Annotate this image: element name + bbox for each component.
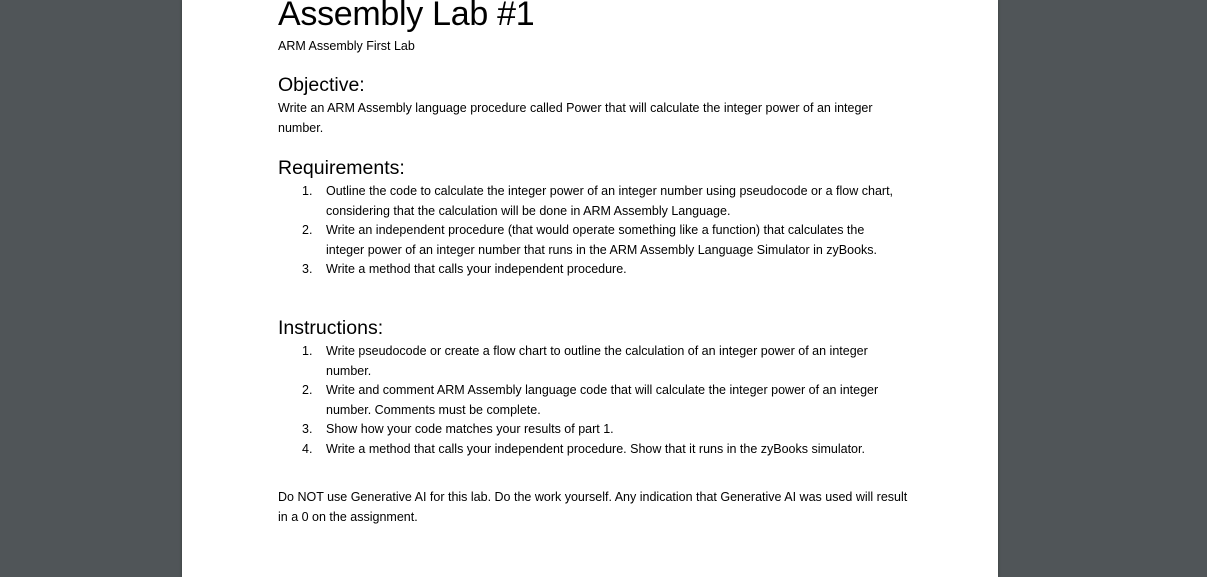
list-item-number: 2. [302,223,313,237]
ai-policy-notice: Do NOT use Generative AI for this lab. Do the work yourself. Any indication that Generative AI was used will result in a 0 on the assignment. [278,490,908,524]
list-item-text: Outline the code to calculate the integer power of an integer number using pseudocode or a flow chart, considering that the calculation will be done in ARM Assembly Language. [326,184,894,218]
requirements-heading: Requirements: [278,157,405,179]
list-item-number: 4. [302,441,313,456]
objective-heading: Objective: [278,74,365,96]
list-item-number: 3. [302,422,313,436]
list-item-number: 1. [302,344,313,358]
list-item [278,381,898,420]
list-item-number: 3. [302,262,313,276]
objective-text: Write an ARM Assembly language procedure called Power that will calculate the integer power of an integer number. [278,101,873,135]
list-item [278,260,898,280]
list-item [278,221,898,260]
list-item-text: Write and comment ARM Assembly language code that will calculate the integer power of an integer number. Comments must be complete. [326,383,879,417]
list-item-text: Write an independent procedure (that would operate something like a function) that calculates the integer power of an integer number that runs in the ARM Assembly Language Simulator in zyBooks. [326,223,877,257]
list-item-number: 2. [302,383,313,397]
list-item-text: Write pseudocode or create a flow chart to outline the calculation of an integer power of an integer number. [326,344,868,378]
list-item [278,342,898,381]
instructions-list [278,342,908,459]
list-item-text: Write a method that calls your independent procedure. [326,262,627,276]
instructions-heading: Instructions: [278,317,384,339]
document-title: Assembly Lab #1 [278,0,535,33]
requirements-list [278,182,908,280]
document-subtitle: ARM Assembly First Lab [278,39,415,53]
list-item [278,420,898,440]
list-item-number: 1. [302,184,313,198]
document-page [182,0,998,577]
list-item [278,182,898,221]
list-item-text: Write a method that calls your independent procedure. Show that it runs in the zyBooks simulator. [326,441,865,456]
list-item [278,440,898,460]
list-item-text: Show how your code matches your results of part 1. [326,422,614,436]
